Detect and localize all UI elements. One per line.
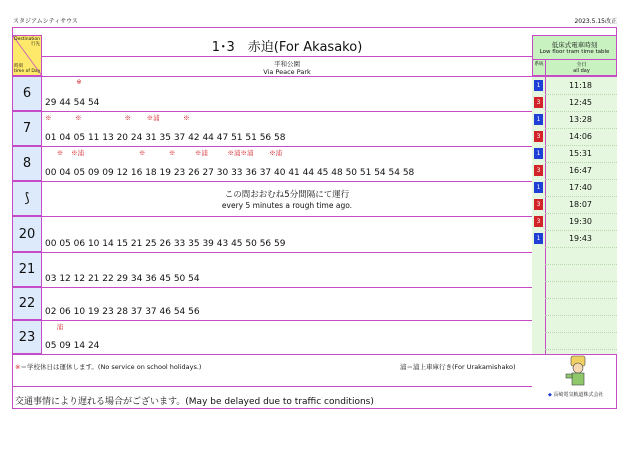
- tram-row-line: [545, 111, 617, 112]
- minute-marks: ※: [45, 78, 82, 86]
- tram-system-badge: 3: [534, 131, 543, 142]
- tram-row-line: [545, 230, 617, 231]
- tram-col-allday-ja: 全日: [576, 62, 587, 68]
- tram-col-system: 系統: [533, 59, 546, 76]
- hour-cell: 20: [12, 216, 42, 252]
- delay-divider: [12, 386, 532, 387]
- school-holiday-note: [15, 362, 201, 371]
- minutes-cell: [42, 146, 532, 181]
- hour-cell: 23: [12, 320, 42, 354]
- tram-title-ja: 低床式電車時刻: [551, 41, 598, 49]
- corner-cell: [12, 35, 42, 76]
- tram-header: [532, 35, 617, 76]
- school-mark: ※: [15, 363, 21, 371]
- tram-row-line: [545, 213, 617, 214]
- minutes-cell: [42, 287, 532, 320]
- tram-row-line: [545, 315, 617, 316]
- tram-system-badge: 1: [534, 182, 543, 193]
- minute-list: 00 05 06 10 14 15 21 25 26 33 35 39 43 45 50 56 59: [45, 239, 286, 249]
- corner-time-en: time of Day: [14, 69, 41, 74]
- mascot-icon: [563, 354, 593, 388]
- minutes-cell: [42, 216, 532, 252]
- hour-cell: 8: [12, 146, 42, 181]
- tram-time: 14:06: [568, 132, 593, 141]
- hour-cell: 22: [12, 287, 42, 320]
- corner-time: [14, 64, 40, 74]
- tram-row-line: [545, 298, 617, 299]
- tram-system-badge: 1: [534, 148, 543, 159]
- tram-system-badge: 1: [534, 114, 543, 125]
- route-via: [42, 60, 532, 76]
- minute-marks: ※ ※浦 ※ ※ ※浦 ※浦※浦 ※浦: [45, 149, 283, 157]
- minute-list: 29 44 54 54: [45, 98, 100, 108]
- route-title: 1･3 赤迫(For Akasako): [211, 40, 363, 55]
- minute-list: 00 04 05 09 09 12 16 18 19 23 26 27 30 33 36 37 40 41 44 45 48 50 51 54 54 58: [45, 168, 415, 178]
- hour-cell: 6: [12, 76, 42, 111]
- company-name: [548, 391, 603, 398]
- minute-list: 01 04 05 11 13 20 24 31 35 37 42 44 47 51 51 56 58: [45, 133, 286, 143]
- revised-date: 2023.5.15改正: [574, 18, 617, 25]
- route-via-ja: 平和公園: [274, 60, 300, 68]
- tram-time: 16:47: [568, 166, 593, 175]
- tram-row-line: [545, 349, 617, 350]
- minute-list: 02 06 10 19 23 28 37 37 46 54 56: [45, 307, 200, 317]
- title-divider: [42, 56, 532, 57]
- corner-destination: [14, 37, 40, 47]
- tram-time: 13:28: [568, 115, 593, 124]
- tram-system-badge: 3: [534, 97, 543, 108]
- interval-note-en: every 5 minutes a rough time ago.: [221, 201, 353, 210]
- site-name: スタジアムシティサウス: [13, 18, 78, 25]
- minutes-cell: [42, 111, 532, 146]
- tram-row-line: [545, 264, 617, 265]
- school-note-text: ＝学校休日は運休します。(No service on school holidays.): [20, 363, 202, 371]
- company-logo-icon: ◆: [548, 392, 552, 398]
- tram-system-badge: 1: [534, 233, 543, 244]
- minute-list: 05 09 14 24: [45, 341, 100, 351]
- tram-row-line: [545, 281, 617, 282]
- tram-row-line: [545, 94, 617, 95]
- tram-time: 18:07: [568, 200, 593, 209]
- tram-time: 19:43: [568, 234, 593, 243]
- tram-time: 11:18: [568, 81, 593, 90]
- tram-row-line: [545, 179, 617, 180]
- delay-note: 交通事情により遅れる場合がございます。(May be delayed due to traffic conditions): [15, 397, 374, 407]
- tram-row-line: [545, 332, 617, 333]
- tram-time: 12:45: [568, 98, 593, 107]
- tram-row-line: [545, 247, 617, 248]
- minutes-cell: [42, 181, 532, 216]
- minute-list: 03 12 12 21 22 29 34 36 45 50 54: [45, 274, 200, 284]
- tram-row-line: [545, 196, 617, 197]
- notes-divider: [12, 354, 617, 355]
- tram-row-line: [545, 162, 617, 163]
- tram-time: 17:40: [568, 183, 593, 192]
- tram-time: 19:30: [568, 217, 593, 226]
- tram-system-badge: 1: [534, 80, 543, 91]
- urakami-note: 浦＝浦上車庫行き(For Urakamishako): [400, 363, 516, 371]
- tram-system-badge: 3: [534, 165, 543, 176]
- tram-col-allday-en: all day: [573, 68, 590, 74]
- minutes-cell: [42, 252, 532, 287]
- tram-column: [532, 76, 617, 354]
- tram-row-line: [545, 128, 617, 129]
- minute-marks: ※ ※ ※ ※浦 ※: [45, 114, 190, 122]
- tram-row-line: [545, 145, 617, 146]
- company-name-text: 長崎電気軌道株式会社: [553, 392, 604, 398]
- minutes-cell: [42, 320, 532, 354]
- tram-col-allday: [546, 59, 617, 76]
- corner-destination-en: Destination: [14, 37, 40, 42]
- minutes-cell: [42, 76, 532, 111]
- hour-cell: ⟆: [12, 181, 42, 216]
- tram-title-en: Low floor tram time table: [539, 49, 610, 55]
- corner-time-ja: 時刻: [14, 64, 23, 69]
- route-via-en: Via Peace Park: [263, 68, 311, 76]
- corner-destination-ja: 行先: [31, 42, 40, 47]
- tram-system-badge: 3: [534, 199, 543, 210]
- hour-cell: 21: [12, 252, 42, 287]
- tram-system-badge: 3: [534, 216, 543, 227]
- tram-time: 15:31: [568, 149, 593, 158]
- minute-marks: 浦: [45, 323, 64, 331]
- hour-cell: 7: [12, 111, 42, 146]
- interval-note-ja: この間おおむね5分間隔にて運行: [224, 190, 350, 200]
